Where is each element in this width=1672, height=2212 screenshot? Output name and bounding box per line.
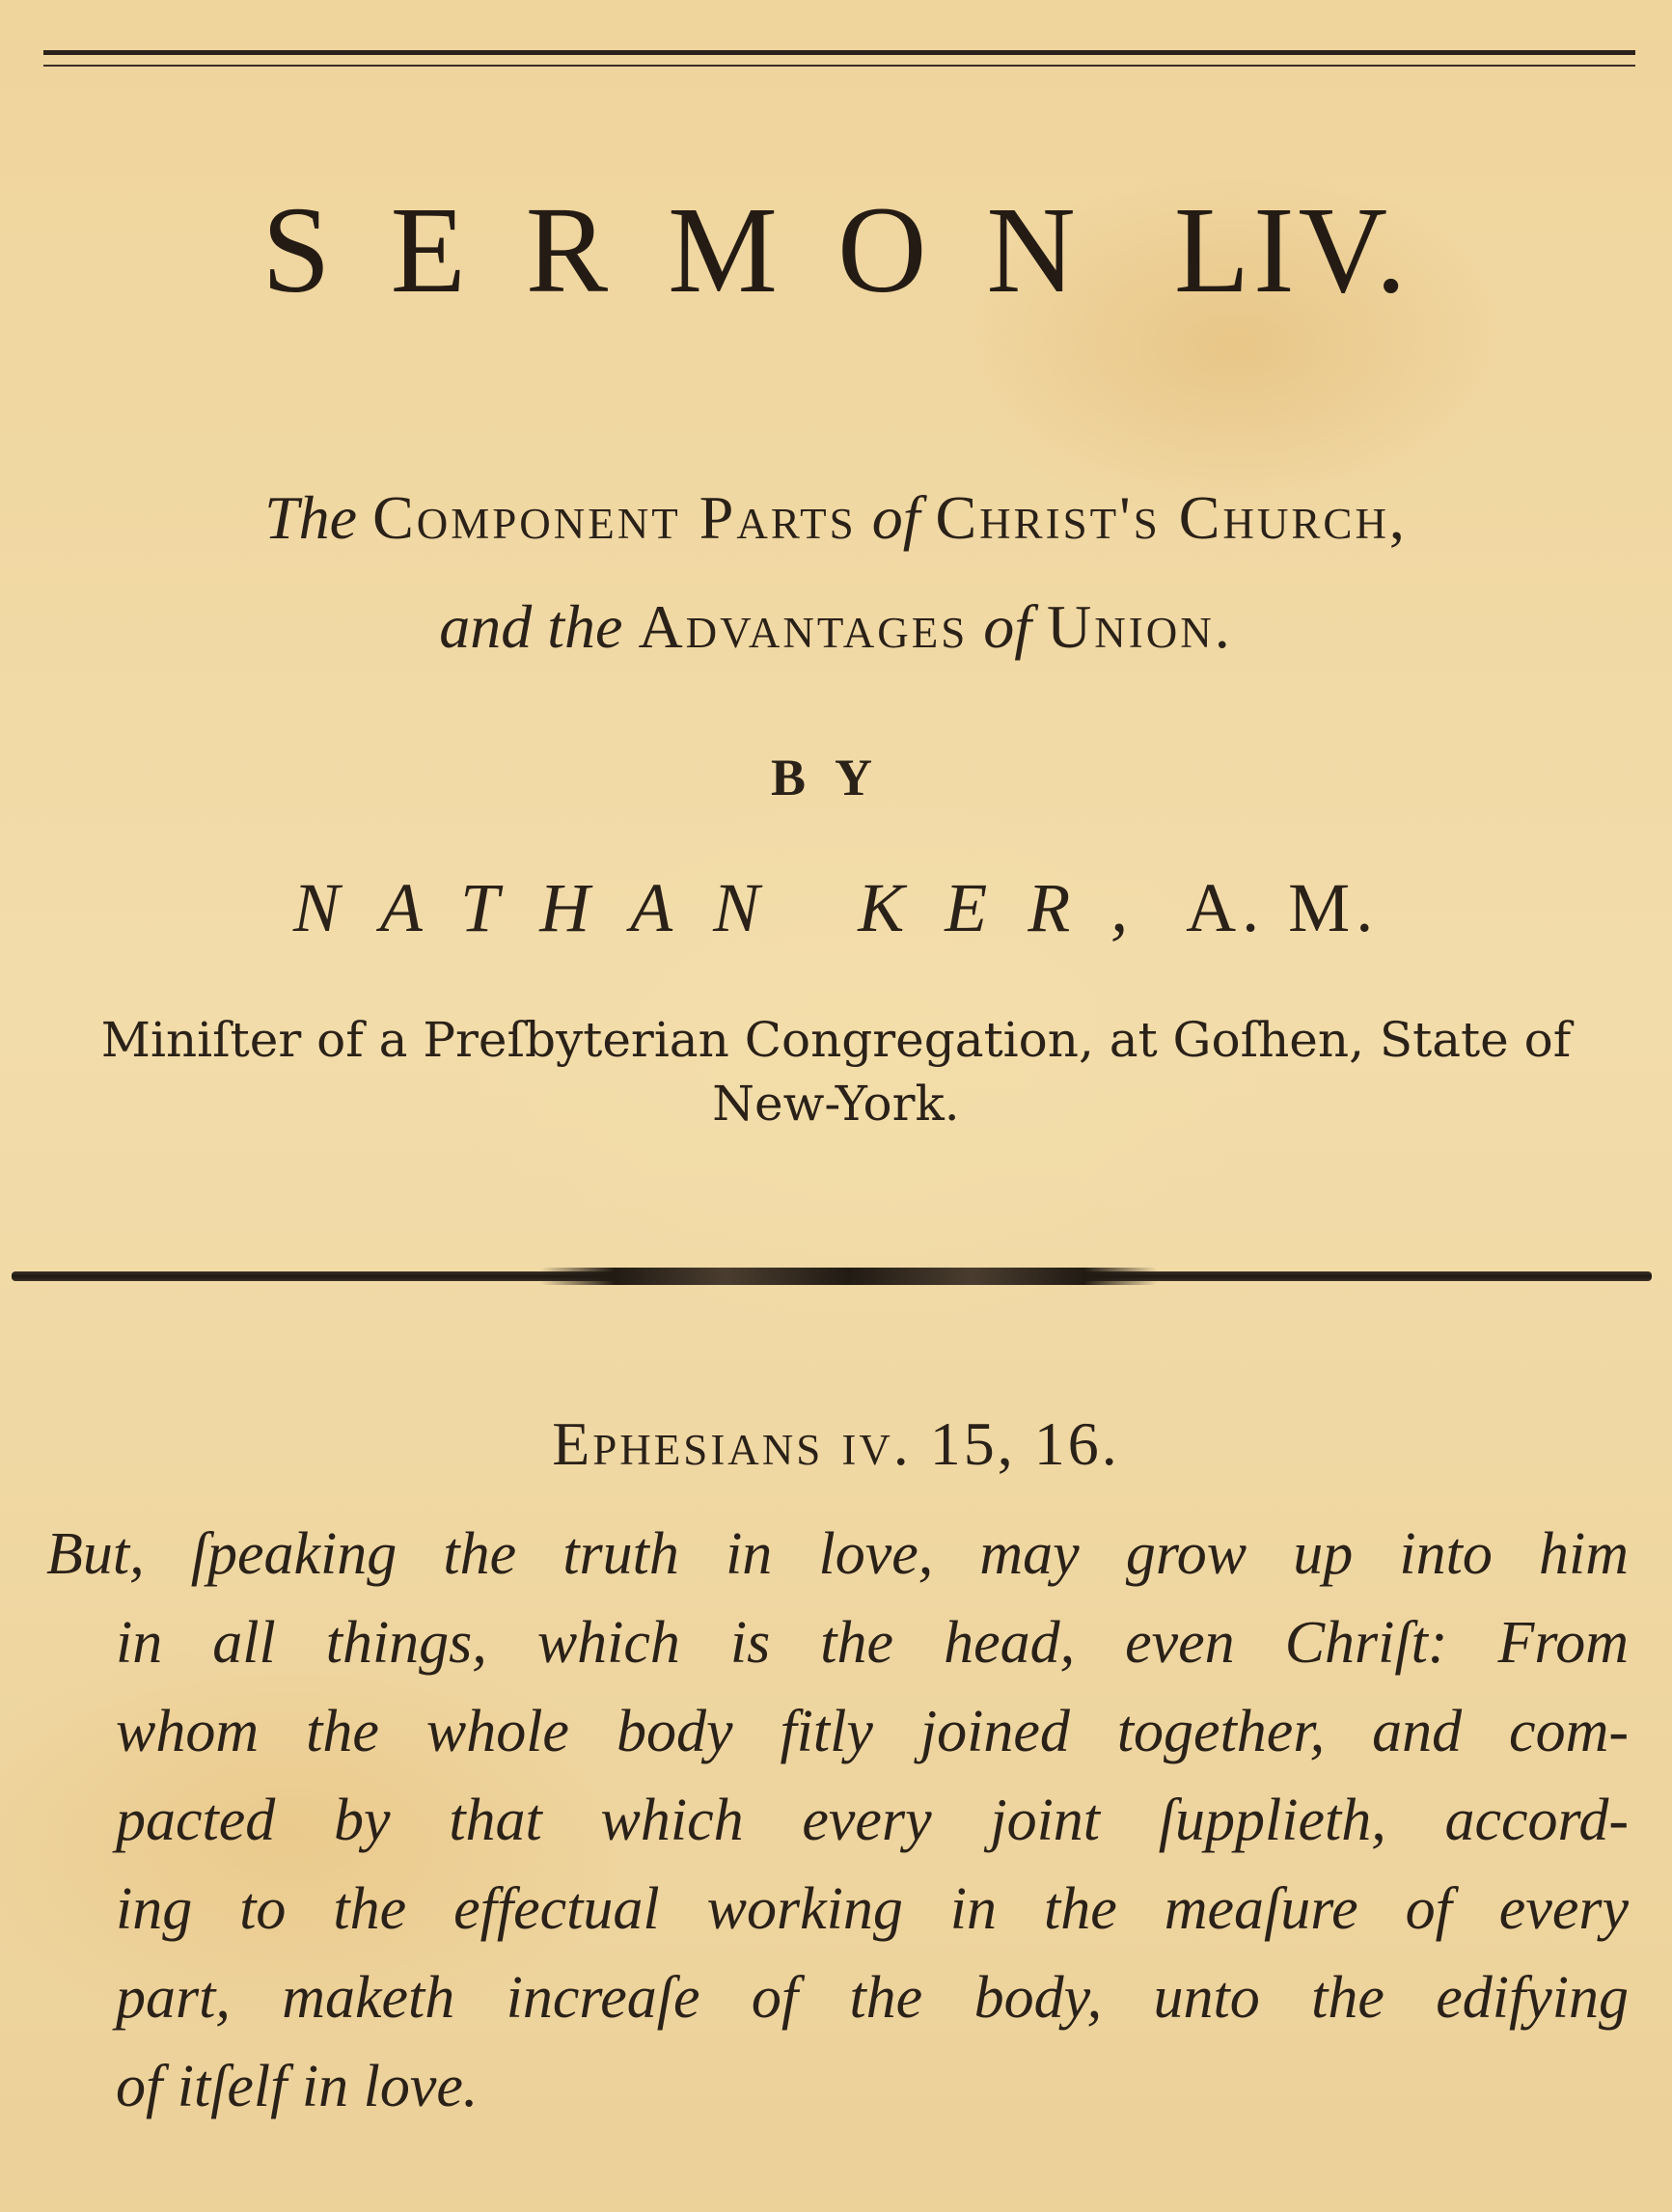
- top-rule-thin: [43, 65, 1635, 67]
- sermon-title-word: SERMON: [261, 181, 1136, 318]
- minister-description: Miniſter of a Preſbyterian Congregation, at Goſhen, State of New-York.: [100, 1012, 1572, 1132]
- scripture-line-6: part, maketh increaſe of the body, unto the edifying: [116, 1965, 1629, 2031]
- scripture-line-5: ing to the effectual working in the meaſure of every: [116, 1876, 1629, 1942]
- scripture-line-3: whom the whole body fitly joined together, and com-: [116, 1699, 1629, 1764]
- scripture-reference: [0, 1409, 1672, 1478]
- author-degree: A. M.: [1186, 869, 1380, 946]
- subtitle-line-1: [0, 483, 1672, 552]
- author-line: [0, 869, 1672, 946]
- sermon-number: LIV.: [1173, 181, 1411, 318]
- subtitle-advantages: Advantages: [638, 592, 969, 661]
- scripture-line-4: pacted by that which every joint ſupplieth, accord-: [116, 1788, 1629, 1853]
- author-name: NATHAN KER,: [292, 869, 1169, 946]
- subtitle-line-2: [0, 592, 1672, 661]
- scripture-passage: [46, 1510, 1629, 2131]
- subtitle-and-the: and the: [439, 592, 623, 661]
- scripture-line-1: But, ſpeaking the truth in love, may grow up into him: [46, 1521, 1629, 1587]
- subtitle-union: Union.: [1047, 592, 1233, 661]
- ornamental-rule-center: [540, 1268, 1158, 1285]
- scripture-line-2: in all things, which is the head, even Chriſt: From: [116, 1610, 1629, 1676]
- subtitle-of-1: of: [871, 483, 920, 552]
- scripture-line-7: of itſelf in love.: [116, 2054, 479, 2119]
- sermon-title: [0, 181, 1672, 318]
- top-rule-thick: [43, 50, 1635, 55]
- subtitle-component-parts: Component Parts: [372, 483, 857, 552]
- subtitle-christs-church: Christ's Church,: [935, 483, 1408, 552]
- subtitle-of-2: of: [983, 592, 1032, 661]
- by-label: BY: [770, 749, 901, 806]
- subtitle-the: The: [264, 483, 358, 552]
- scripture-reference-text: Ephesians iv. 15, 16.: [552, 1409, 1120, 1478]
